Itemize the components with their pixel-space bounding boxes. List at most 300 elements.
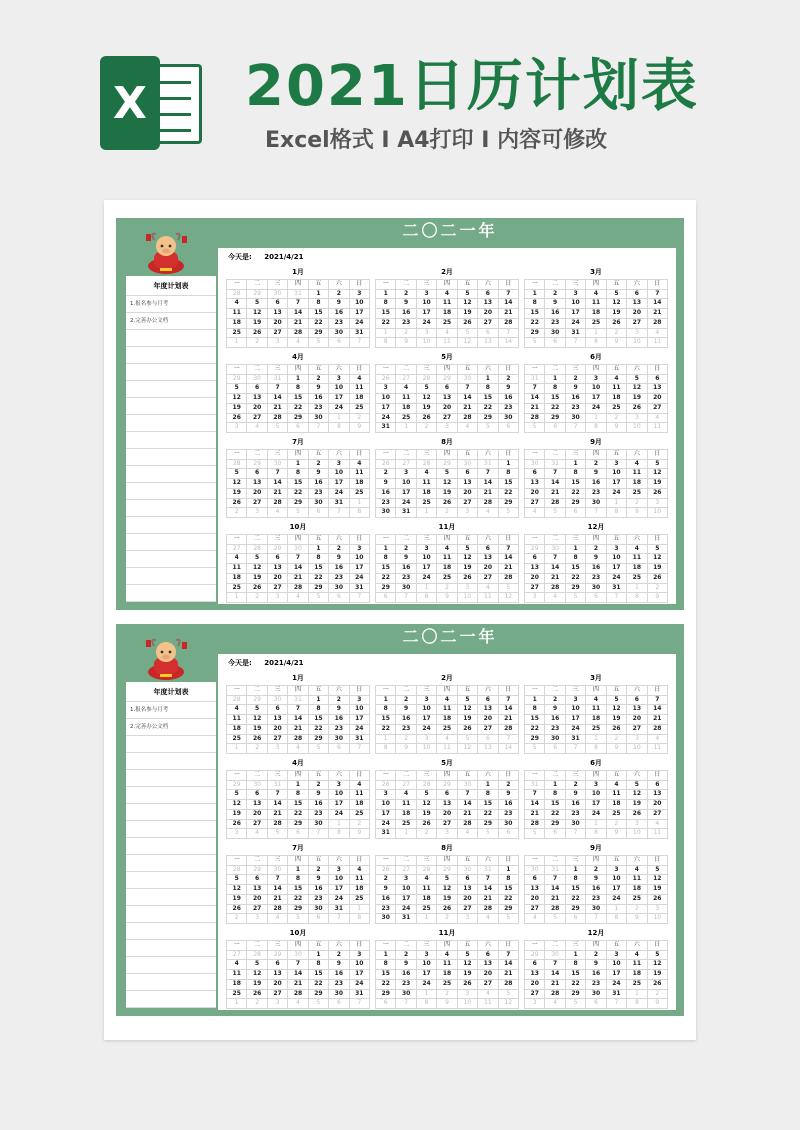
day-cell[interactable]: 18 [586, 309, 606, 319]
day-cell-other-month[interactable]: 29 [247, 696, 267, 706]
day-cell[interactable]: 5 [627, 375, 647, 385]
day-cell[interactable]: 4 [227, 960, 247, 970]
day-cell[interactable]: 16 [396, 309, 416, 319]
day-cell[interactable]: 24 [350, 319, 370, 329]
day-cell-other-month[interactable]: 4 [268, 914, 288, 924]
day-cell-other-month[interactable]: 4 [525, 914, 545, 924]
day-cell-other-month[interactable]: 27 [396, 460, 416, 470]
day-cell[interactable]: 21 [288, 319, 308, 329]
day-cell[interactable]: 15 [545, 394, 565, 404]
day-cell-other-month[interactable]: 30 [545, 545, 565, 555]
day-cell[interactable]: 17 [607, 885, 627, 895]
day-cell-other-month[interactable]: 2 [350, 414, 370, 424]
day-cell[interactable]: 30 [309, 820, 329, 830]
day-cell[interactable]: 9 [545, 705, 565, 715]
day-cell[interactable]: 18 [417, 895, 437, 905]
day-cell-other-month[interactable]: 3 [417, 329, 437, 339]
day-cell[interactable]: 8 [309, 554, 329, 564]
day-cell-other-month[interactable]: 9 [607, 829, 627, 839]
day-cell[interactable]: 16 [329, 715, 349, 725]
day-cell[interactable]: 21 [648, 309, 668, 319]
day-cell-other-month[interactable]: 3 [627, 329, 647, 339]
day-cell-other-month[interactable]: 29 [227, 375, 247, 385]
day-cell[interactable]: 25 [437, 319, 457, 329]
day-cell[interactable]: 18 [350, 800, 370, 810]
day-cell[interactable]: 31 [350, 735, 370, 745]
day-cell[interactable]: 25 [350, 489, 370, 499]
day-cell[interactable]: 19 [607, 715, 627, 725]
day-cell-other-month[interactable]: 2 [607, 329, 627, 339]
day-cell[interactable]: 20 [478, 970, 498, 980]
day-cell[interactable]: 14 [268, 394, 288, 404]
day-cell[interactable]: 27 [268, 735, 288, 745]
day-cell-other-month[interactable]: 5 [499, 584, 519, 594]
plan-row[interactable] [126, 381, 216, 398]
day-cell-other-month[interactable]: 5 [525, 744, 545, 754]
day-cell[interactable]: 7 [545, 960, 565, 970]
day-cell[interactable]: 7 [288, 705, 308, 715]
day-cell[interactable]: 1 [478, 781, 498, 791]
day-cell[interactable]: 15 [545, 800, 565, 810]
day-cell[interactable]: 1 [566, 545, 586, 555]
day-cell-other-month[interactable]: 9 [607, 423, 627, 433]
day-cell[interactable]: 31 [566, 329, 586, 339]
day-cell[interactable]: 7 [458, 384, 478, 394]
day-cell[interactable]: 11 [227, 309, 247, 319]
day-cell[interactable]: 18 [417, 489, 437, 499]
day-cell[interactable]: 2 [586, 951, 606, 961]
day-cell-other-month[interactable]: 2 [227, 914, 247, 924]
day-cell-other-month[interactable]: 5 [478, 829, 498, 839]
day-cell-other-month[interactable]: 6 [288, 829, 308, 839]
plan-row[interactable] [126, 889, 216, 906]
day-cell-other-month[interactable]: 30 [458, 866, 478, 876]
day-cell[interactable]: 15 [478, 394, 498, 404]
day-cell[interactable]: 18 [627, 564, 647, 574]
day-cell[interactable]: 21 [288, 725, 308, 735]
day-cell[interactable]: 3 [376, 790, 396, 800]
plan-row[interactable] [126, 551, 216, 568]
day-cell-other-month[interactable]: 12 [458, 338, 478, 348]
day-cell[interactable]: 23 [396, 980, 416, 990]
day-cell[interactable]: 24 [566, 319, 586, 329]
plan-row[interactable] [126, 432, 216, 449]
day-cell[interactable]: 20 [247, 404, 267, 414]
day-cell[interactable]: 2 [566, 375, 586, 385]
plan-row[interactable] [126, 923, 216, 940]
day-cell-other-month[interactable]: 3 [525, 593, 545, 603]
day-cell[interactable]: 11 [627, 875, 647, 885]
day-cell-other-month[interactable]: 2 [648, 990, 668, 1000]
day-cell[interactable]: 17 [566, 309, 586, 319]
day-cell[interactable]: 24 [329, 810, 349, 820]
day-cell[interactable]: 4 [227, 705, 247, 715]
day-cell[interactable]: 15 [376, 970, 396, 980]
day-cell[interactable]: 7 [458, 790, 478, 800]
day-cell[interactable]: 15 [566, 479, 586, 489]
day-cell-other-month[interactable]: 1 [329, 414, 349, 424]
day-cell[interactable]: 14 [648, 705, 668, 715]
day-cell-other-month[interactable]: 31 [525, 781, 545, 791]
day-cell-other-month[interactable]: 26 [376, 781, 396, 791]
day-cell[interactable]: 26 [247, 990, 267, 1000]
day-cell-other-month[interactable]: 12 [499, 593, 519, 603]
day-cell[interactable]: 27 [627, 725, 647, 735]
day-cell[interactable]: 10 [329, 875, 349, 885]
day-cell[interactable]: 26 [458, 980, 478, 990]
day-cell[interactable]: 16 [545, 715, 565, 725]
day-cell[interactable]: 25 [227, 990, 247, 1000]
plan-row[interactable] [126, 974, 216, 991]
day-cell[interactable]: 2 [396, 696, 416, 706]
day-cell-other-month[interactable]: 11 [648, 744, 668, 754]
day-cell[interactable]: 14 [478, 885, 498, 895]
day-cell[interactable]: 7 [268, 790, 288, 800]
day-cell-other-month[interactable]: 29 [525, 951, 545, 961]
day-cell[interactable]: 20 [627, 309, 647, 319]
day-cell[interactable]: 27 [478, 980, 498, 990]
day-cell[interactable]: 29 [376, 584, 396, 594]
day-cell[interactable]: 22 [376, 319, 396, 329]
day-cell[interactable]: 11 [586, 299, 606, 309]
day-cell-other-month[interactable]: 5 [545, 508, 565, 518]
day-cell[interactable]: 24 [376, 820, 396, 830]
day-cell[interactable]: 8 [309, 299, 329, 309]
day-cell[interactable]: 5 [458, 696, 478, 706]
day-cell-other-month[interactable]: 7 [396, 593, 416, 603]
day-cell[interactable]: 12 [627, 384, 647, 394]
day-cell-other-month[interactable]: 3 [525, 999, 545, 1009]
day-cell[interactable]: 25 [627, 574, 647, 584]
day-cell[interactable]: 2 [376, 875, 396, 885]
day-cell[interactable]: 5 [417, 790, 437, 800]
day-cell[interactable]: 21 [268, 895, 288, 905]
day-cell[interactable]: 9 [309, 875, 329, 885]
day-cell[interactable]: 20 [648, 800, 668, 810]
day-cell-other-month[interactable]: 9 [607, 338, 627, 348]
day-cell[interactable]: 7 [545, 469, 565, 479]
day-cell[interactable]: 9 [396, 705, 416, 715]
day-cell[interactable]: 15 [566, 564, 586, 574]
day-cell[interactable]: 6 [627, 696, 647, 706]
day-cell-other-month[interactable]: 29 [247, 866, 267, 876]
day-cell[interactable]: 16 [309, 800, 329, 810]
day-cell[interactable]: 22 [478, 810, 498, 820]
day-cell[interactable]: 19 [227, 895, 247, 905]
day-cell-other-month[interactable]: 8 [586, 423, 606, 433]
day-cell[interactable]: 11 [350, 790, 370, 800]
day-cell[interactable]: 8 [376, 705, 396, 715]
day-cell[interactable]: 14 [545, 479, 565, 489]
plan-row[interactable] [126, 534, 216, 551]
day-cell-other-month[interactable]: 14 [499, 744, 519, 754]
day-cell[interactable]: 24 [329, 895, 349, 905]
day-cell-other-month[interactable]: 5 [288, 914, 308, 924]
day-cell[interactable]: 19 [648, 564, 668, 574]
day-cell-other-month[interactable]: 5 [499, 914, 519, 924]
day-cell[interactable]: 6 [648, 375, 668, 385]
day-cell[interactable]: 4 [417, 469, 437, 479]
day-cell[interactable]: 16 [586, 564, 606, 574]
day-cell[interactable]: 29 [288, 820, 308, 830]
day-cell[interactable]: 12 [247, 564, 267, 574]
day-cell[interactable]: 19 [458, 715, 478, 725]
day-cell[interactable]: 5 [227, 875, 247, 885]
day-cell[interactable]: 13 [247, 800, 267, 810]
day-cell[interactable]: 23 [309, 895, 329, 905]
day-cell[interactable]: 8 [566, 554, 586, 564]
day-cell[interactable]: 28 [525, 820, 545, 830]
day-cell[interactable]: 19 [227, 810, 247, 820]
day-cell[interactable]: 8 [288, 790, 308, 800]
day-cell[interactable]: 6 [437, 384, 457, 394]
day-cell[interactable]: 3 [376, 384, 396, 394]
day-cell[interactable]: 15 [309, 309, 329, 319]
day-cell[interactable]: 6 [525, 469, 545, 479]
day-cell[interactable]: 13 [525, 885, 545, 895]
day-cell[interactable]: 14 [525, 800, 545, 810]
day-cell[interactable]: 20 [525, 980, 545, 990]
day-cell[interactable]: 5 [607, 696, 627, 706]
day-cell[interactable]: 12 [227, 885, 247, 895]
day-cell-other-month[interactable]: 13 [478, 744, 498, 754]
day-cell-other-month[interactable]: 7 [607, 999, 627, 1009]
day-cell-other-month[interactable]: 2 [247, 593, 267, 603]
day-cell[interactable]: 6 [648, 781, 668, 791]
day-cell-other-month[interactable]: 4 [288, 744, 308, 754]
plan-row[interactable] [126, 483, 216, 500]
day-cell-other-month[interactable]: 2 [417, 829, 437, 839]
day-cell[interactable]: 2 [329, 951, 349, 961]
day-cell[interactable]: 27 [525, 584, 545, 594]
day-cell[interactable]: 10 [350, 554, 370, 564]
day-cell[interactable]: 16 [329, 309, 349, 319]
day-cell[interactable]: 1 [545, 375, 565, 385]
day-cell[interactable]: 17 [396, 489, 416, 499]
day-cell[interactable]: 28 [545, 905, 565, 915]
day-cell[interactable]: 30 [566, 820, 586, 830]
day-cell[interactable]: 13 [437, 800, 457, 810]
day-cell[interactable]: 26 [417, 414, 437, 424]
day-cell-other-month[interactable]: 6 [478, 735, 498, 745]
day-cell[interactable]: 30 [376, 508, 396, 518]
day-cell[interactable]: 20 [268, 725, 288, 735]
plan-row[interactable] [126, 449, 216, 466]
day-cell[interactable]: 27 [247, 499, 267, 509]
day-cell[interactable]: 12 [607, 299, 627, 309]
day-cell[interactable]: 21 [268, 810, 288, 820]
day-cell[interactable]: 11 [437, 705, 457, 715]
day-cell[interactable]: 18 [227, 574, 247, 584]
day-cell[interactable]: 29 [525, 735, 545, 745]
day-cell[interactable]: 31 [350, 329, 370, 339]
plan-row[interactable] [126, 821, 216, 838]
day-cell[interactable]: 12 [458, 960, 478, 970]
day-cell[interactable]: 17 [607, 479, 627, 489]
day-cell[interactable]: 10 [350, 299, 370, 309]
day-cell-other-month[interactable]: 30 [268, 290, 288, 300]
day-cell[interactable]: 29 [288, 414, 308, 424]
day-cell[interactable]: 30 [376, 914, 396, 924]
day-cell[interactable]: 26 [458, 725, 478, 735]
day-cell[interactable]: 5 [227, 790, 247, 800]
day-cell[interactable]: 22 [545, 810, 565, 820]
day-cell-other-month[interactable]: 1 [417, 508, 437, 518]
day-cell-other-month[interactable]: 4 [247, 829, 267, 839]
day-cell[interactable]: 21 [288, 980, 308, 990]
day-cell[interactable]: 23 [396, 319, 416, 329]
day-cell[interactable]: 8 [566, 469, 586, 479]
day-cell[interactable]: 13 [525, 564, 545, 574]
day-cell-other-month[interactable]: 8 [350, 508, 370, 518]
day-cell-other-month[interactable]: 7 [607, 593, 627, 603]
day-cell[interactable]: 7 [478, 469, 498, 479]
day-cell[interactable]: 25 [627, 489, 647, 499]
day-cell[interactable]: 1 [288, 866, 308, 876]
day-cell[interactable]: 6 [525, 554, 545, 564]
day-cell-other-month[interactable]: 7 [499, 329, 519, 339]
day-cell-other-month[interactable]: 6 [329, 999, 349, 1009]
day-cell[interactable]: 15 [525, 309, 545, 319]
day-cell[interactable]: 10 [566, 299, 586, 309]
day-cell[interactable]: 14 [268, 800, 288, 810]
day-cell-other-month[interactable]: 27 [227, 545, 247, 555]
day-cell[interactable]: 27 [478, 725, 498, 735]
day-cell[interactable]: 24 [607, 489, 627, 499]
day-cell[interactable]: 25 [627, 895, 647, 905]
day-cell[interactable]: 5 [417, 384, 437, 394]
day-cell-other-month[interactable]: 5 [545, 914, 565, 924]
day-cell[interactable]: 19 [247, 725, 267, 735]
day-cell[interactable]: 2 [586, 460, 606, 470]
day-cell-other-month[interactable]: 7 [566, 338, 586, 348]
day-cell[interactable]: 18 [627, 479, 647, 489]
day-cell[interactable]: 2 [396, 545, 416, 555]
day-cell[interactable]: 30 [499, 414, 519, 424]
day-cell[interactable]: 8 [288, 469, 308, 479]
day-cell[interactable]: 12 [648, 875, 668, 885]
day-cell[interactable]: 21 [545, 489, 565, 499]
day-cell[interactable]: 26 [627, 404, 647, 414]
day-cell[interactable]: 16 [566, 800, 586, 810]
day-cell[interactable]: 24 [417, 725, 437, 735]
day-cell[interactable]: 4 [396, 384, 416, 394]
day-cell[interactable]: 29 [545, 820, 565, 830]
day-cell[interactable]: 29 [566, 584, 586, 594]
day-cell[interactable]: 29 [499, 499, 519, 509]
day-cell[interactable]: 1 [309, 290, 329, 300]
day-cell-other-month[interactable]: 3 [247, 914, 267, 924]
day-cell[interactable]: 9 [396, 299, 416, 309]
day-cell[interactable]: 5 [247, 554, 267, 564]
day-cell[interactable]: 26 [627, 810, 647, 820]
day-cell[interactable]: 14 [458, 800, 478, 810]
day-cell-other-month[interactable]: 2 [247, 338, 267, 348]
plan-row[interactable] [126, 364, 216, 381]
day-cell-other-month[interactable]: 3 [227, 423, 247, 433]
plan-row[interactable]: 2.完善办公文档 [126, 313, 216, 330]
day-cell[interactable]: 10 [607, 554, 627, 564]
day-cell[interactable]: 23 [376, 499, 396, 509]
day-cell[interactable]: 26 [437, 905, 457, 915]
day-cell[interactable]: 28 [458, 820, 478, 830]
day-cell-other-month[interactable]: 6 [329, 744, 349, 754]
day-cell[interactable]: 5 [437, 469, 457, 479]
day-cell[interactable]: 21 [268, 404, 288, 414]
day-cell[interactable]: 19 [417, 810, 437, 820]
day-cell-other-month[interactable]: 4 [525, 508, 545, 518]
day-cell-other-month[interactable]: 5 [268, 423, 288, 433]
day-cell-other-month[interactable]: 27 [396, 866, 416, 876]
day-cell[interactable]: 5 [227, 384, 247, 394]
day-cell-other-month[interactable]: 4 [458, 423, 478, 433]
day-cell[interactable]: 6 [268, 705, 288, 715]
day-cell[interactable]: 17 [329, 800, 349, 810]
plan-row[interactable] [126, 466, 216, 483]
plan-row[interactable] [126, 906, 216, 923]
day-cell[interactable]: 31 [396, 508, 416, 518]
day-cell-other-month[interactable]: 28 [417, 781, 437, 791]
day-cell[interactable]: 14 [545, 970, 565, 980]
day-cell[interactable]: 3 [607, 951, 627, 961]
day-cell[interactable]: 11 [607, 384, 627, 394]
day-cell-other-month[interactable]: 2 [417, 423, 437, 433]
day-cell-other-month[interactable]: 26 [376, 866, 396, 876]
day-cell[interactable]: 28 [478, 499, 498, 509]
day-cell[interactable]: 16 [586, 479, 606, 489]
day-cell[interactable]: 4 [607, 375, 627, 385]
day-cell[interactable]: 19 [627, 800, 647, 810]
day-cell-other-month[interactable]: 30 [545, 951, 565, 961]
day-cell[interactable]: 23 [566, 810, 586, 820]
day-cell[interactable]: 15 [288, 800, 308, 810]
day-cell[interactable]: 23 [586, 980, 606, 990]
day-cell[interactable]: 11 [627, 554, 647, 564]
day-cell[interactable]: 22 [309, 574, 329, 584]
day-cell[interactable]: 25 [586, 319, 606, 329]
day-cell[interactable]: 8 [309, 960, 329, 970]
day-cell[interactable]: 20 [268, 319, 288, 329]
day-cell[interactable]: 1 [499, 866, 519, 876]
day-cell[interactable]: 10 [417, 705, 437, 715]
day-cell-other-month[interactable]: 31 [545, 866, 565, 876]
day-cell[interactable]: 23 [329, 980, 349, 990]
day-cell[interactable]: 23 [545, 725, 565, 735]
day-cell-other-month[interactable]: 9 [627, 508, 647, 518]
day-cell-other-month[interactable]: 1 [350, 905, 370, 915]
day-cell[interactable]: 29 [309, 735, 329, 745]
day-cell[interactable]: 27 [627, 319, 647, 329]
day-cell[interactable]: 16 [396, 715, 416, 725]
day-cell[interactable]: 20 [478, 564, 498, 574]
day-cell[interactable]: 24 [350, 574, 370, 584]
day-cell[interactable]: 30 [329, 735, 349, 745]
day-cell[interactable]: 26 [648, 574, 668, 584]
day-cell-other-month[interactable]: 2 [437, 990, 457, 1000]
day-cell-other-month[interactable]: 3 [458, 584, 478, 594]
day-cell-other-month[interactable]: 1 [396, 829, 416, 839]
day-cell[interactable]: 24 [417, 980, 437, 990]
day-cell[interactable]: 10 [329, 790, 349, 800]
day-cell[interactable]: 25 [350, 404, 370, 414]
day-cell-other-month[interactable]: 7 [586, 508, 606, 518]
day-cell[interactable]: 3 [329, 866, 349, 876]
day-cell[interactable]: 5 [247, 299, 267, 309]
day-cell[interactable]: 22 [566, 895, 586, 905]
day-cell-other-month[interactable]: 10 [417, 744, 437, 754]
day-cell-other-month[interactable]: 5 [566, 593, 586, 603]
day-cell[interactable]: 31 [350, 990, 370, 1000]
